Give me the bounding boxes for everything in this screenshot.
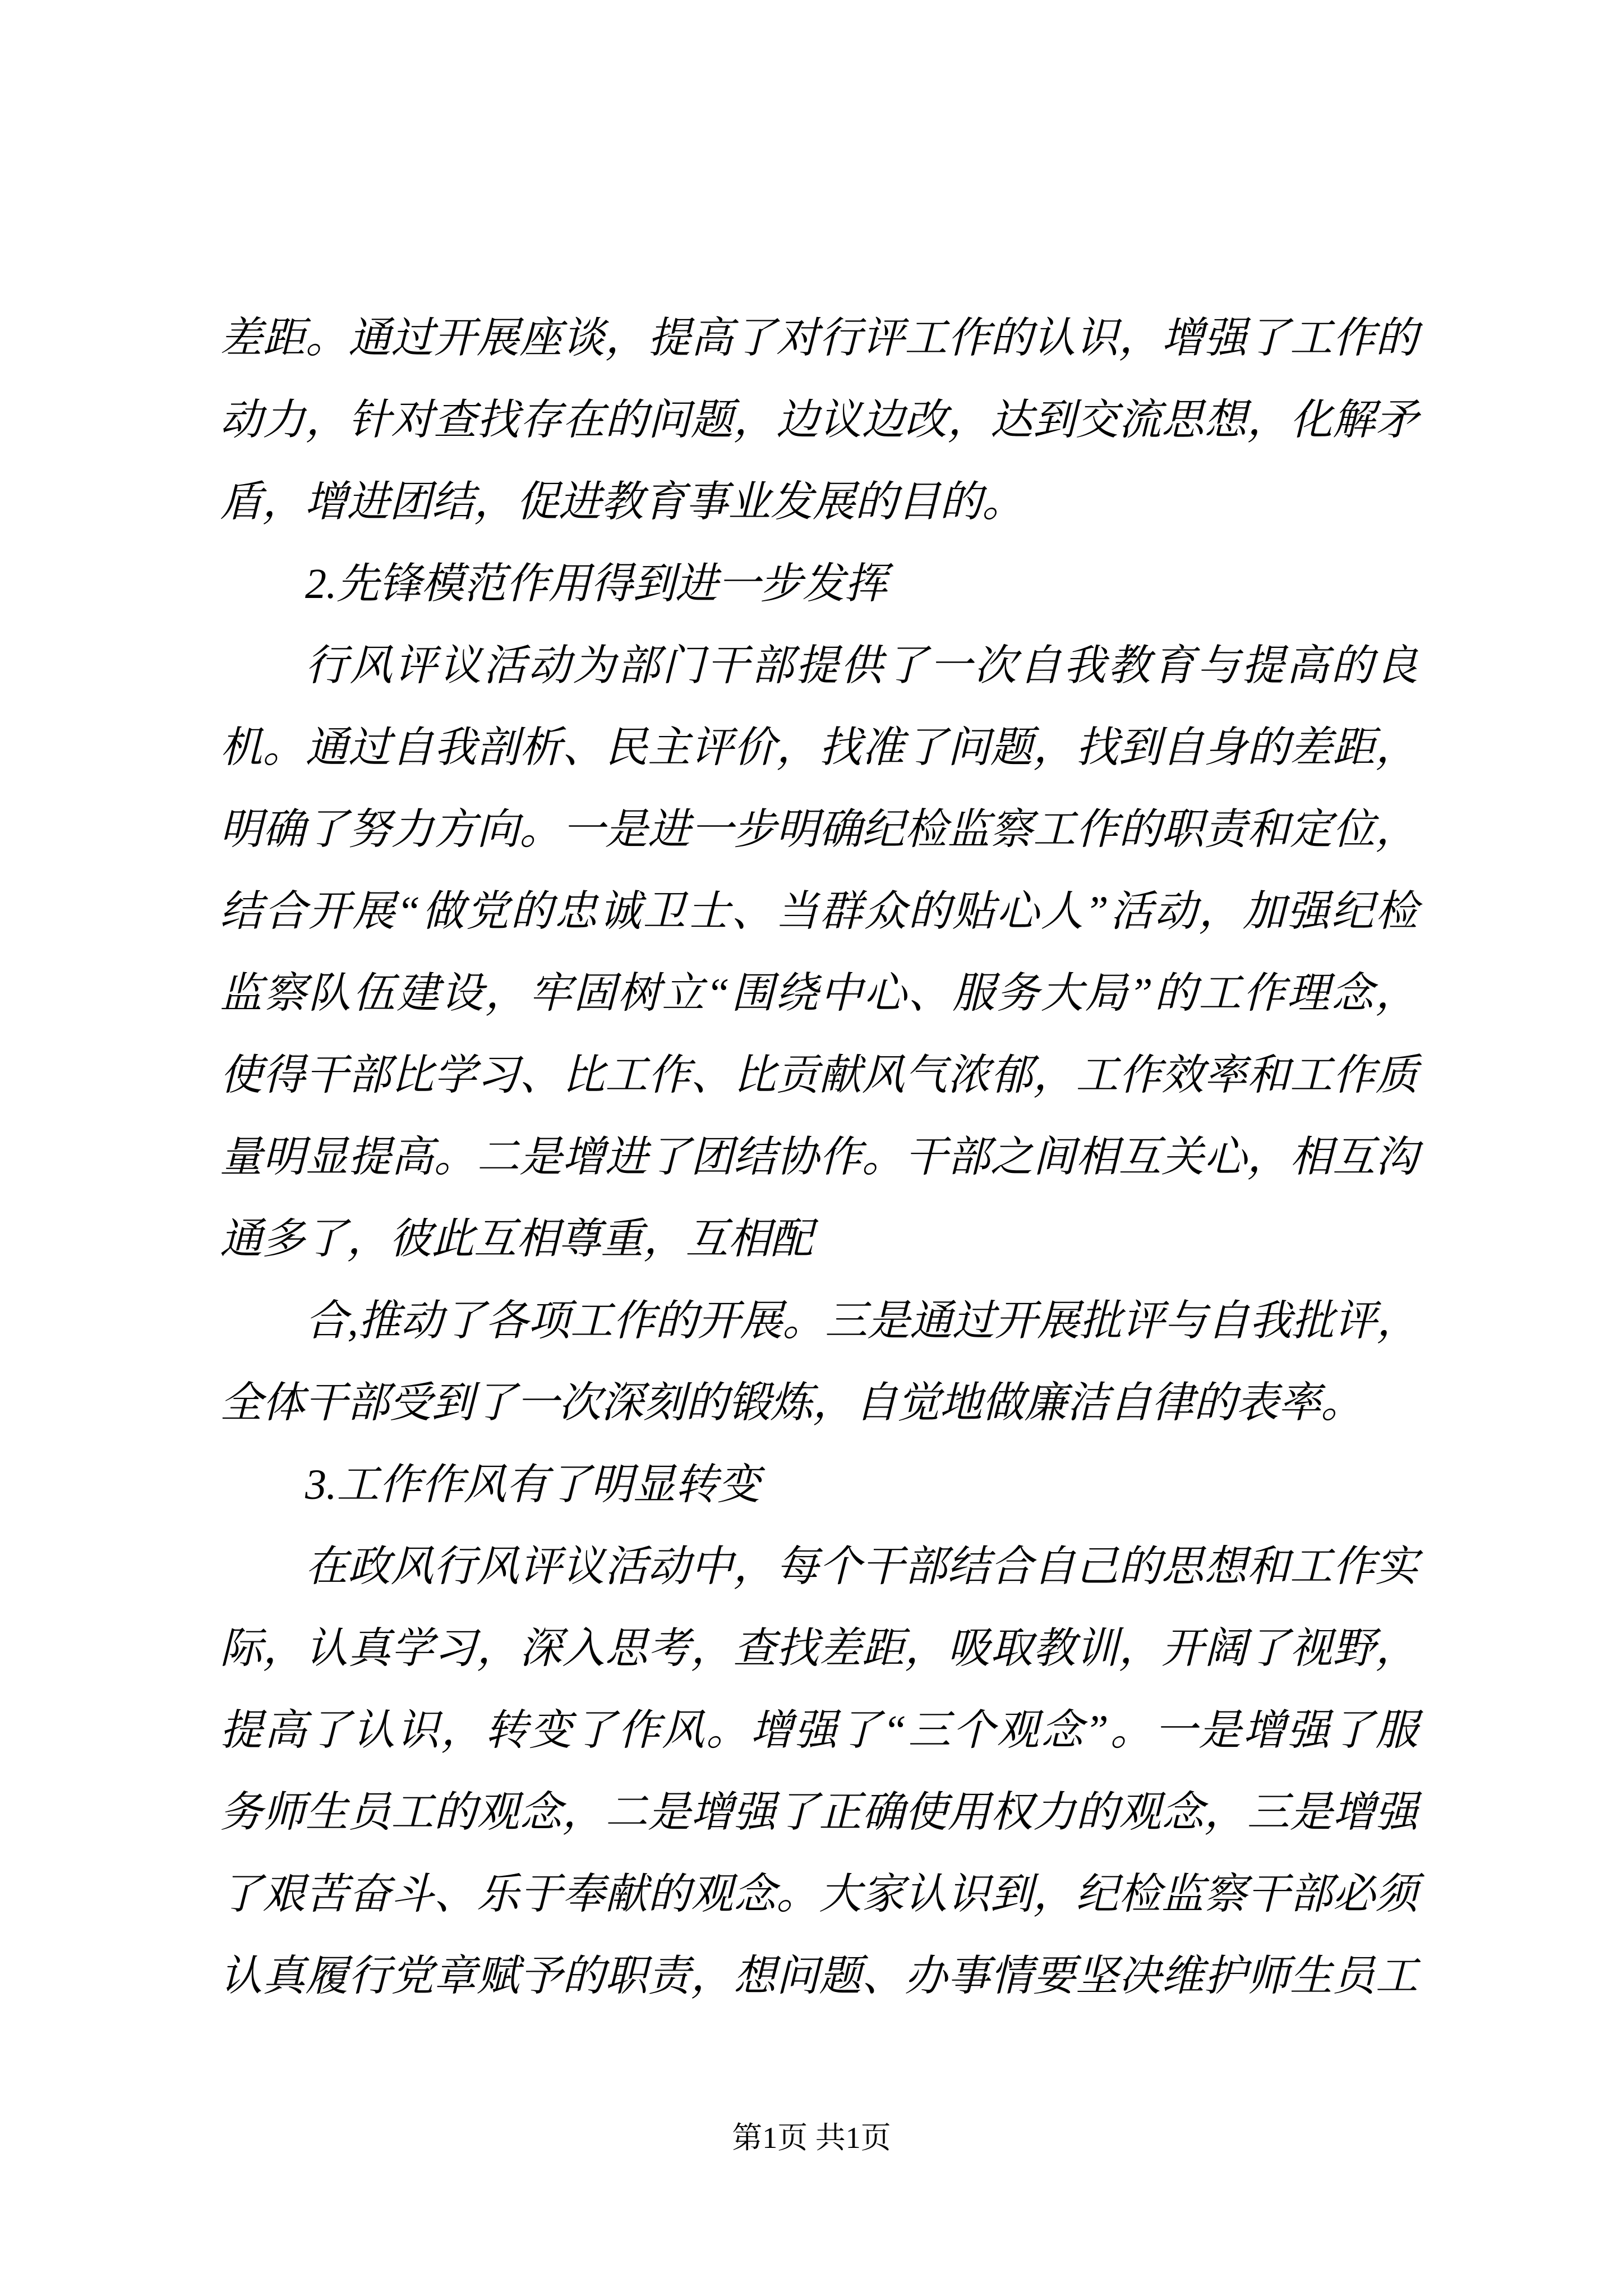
page-footer [0,2120,1623,2156]
body-text-line: 务师生员工的观念，二是增强了正确使用权力的观念，三是增强 [220,1789,1418,1836]
body-text-line: 监察队伍建设，牢固树立“围绕中心、服务大局”的工作理念， [220,970,1418,1017]
body-text-line: 际，认真学习，深入思考，查找差距，吸取教训，开阔了视野， [220,1625,1418,1672]
body-text-line: 了艰苦奋斗、乐于奉献的观念。大家认识到，纪检监察干部必须 [220,1871,1418,1918]
body-text-line: 全体干部受到了一次深刻的锻炼，自觉地做廉洁自律的表率。 [220,1379,1363,1427]
body-text-line: 量明显提高。二是增进了团结协作。干部之间相互关心，相互沟 [220,1134,1418,1181]
body-text-line: 在政风行风评议活动中，每个干部结合自己的思想和工作实 [305,1543,1418,1590]
body-text-line: 结合开展“做党的忠诚卫士、当群众的贴心人”活动，加强纪检 [220,888,1418,935]
body-text-line: 认真履行党章赋予的职责，想问题、办事情要坚决维护师生员工 [220,1953,1418,2000]
body-text-line: 机。通过自我剖析、民主评价，找准了问题，找到自身的差距， [220,724,1418,771]
body-text-line: 差距。通过开展座谈，提高了对行评工作的认识，增强了工作的 [220,315,1418,362]
heading-2-line: 2.先锋模范作用得到进一步发挥 [305,560,887,608]
body-text-line: 合,推动了各项工作的开展。三是通过开展批评与自我批评， [305,1297,1418,1345]
body-text-line: 使得干部比学习、比工作、比贡献风气浓郁，工作效率和工作质 [220,1052,1418,1099]
body-text-line: 提高了认识，转变了作风。增强了“三个观念”。一是增强了服 [220,1707,1418,1754]
body-text-line: 通多了，彼此互相尊重，互相配 [220,1216,813,1263]
heading-3-line: 3.工作作风有了明显转变 [305,1461,760,1508]
body-text-line: 行风评议活动为部门干部提供了一次自我教育与提高的良 [305,642,1418,689]
body-text-line: 盾，增进团结，促进教育事业发展的目的。 [220,478,1025,526]
body-text-line: 动力，针对查找存在的问题，边议边改，达到交流思想，化解矛 [220,397,1418,444]
document-body [220,297,1418,2017]
body-text-line: 明确了努力方向。一是进一步明确纪检监察工作的职责和定位， [220,806,1418,853]
page-number-label: 第1页 共1页 [732,2121,891,2155]
